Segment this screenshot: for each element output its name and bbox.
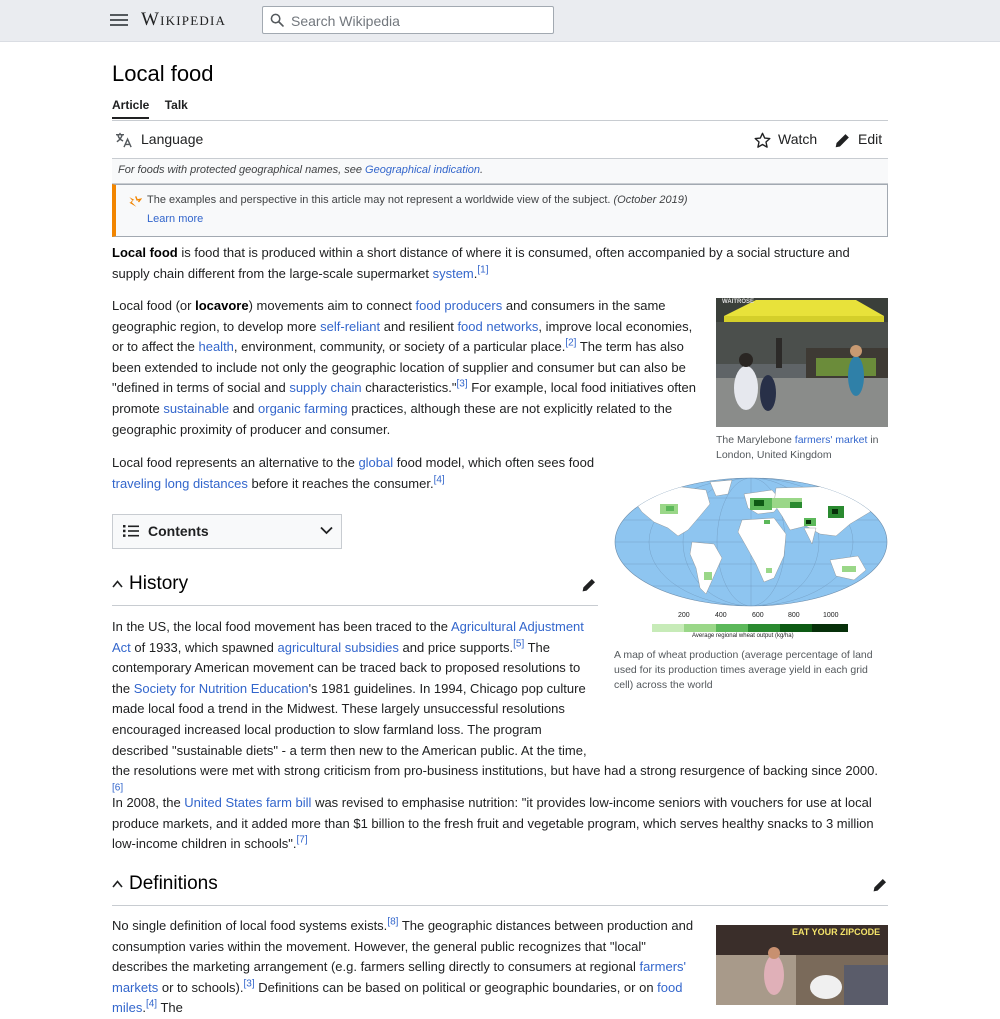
link-society-for-nutrition-education[interactable]: Society for Nutrition Education bbox=[133, 680, 309, 696]
text: . bbox=[142, 1000, 146, 1016]
lead-paragraph-3 bbox=[112, 453, 602, 494]
text: in London, United Kingdom bbox=[716, 434, 879, 461]
text: In 2008, the bbox=[112, 795, 185, 810]
text: The Marylebone bbox=[716, 434, 795, 446]
text: and price supports. bbox=[398, 639, 514, 655]
divider bbox=[112, 905, 888, 906]
wheat-map-caption: A map of wheat production (average percentage of land used for its production times average yield in each grid cell) across the world bbox=[614, 649, 873, 691]
text: 's 1981 guidelines. In 1994, Chicago pop culture made local food a trend in the Midwest. These largely unsuccessful resolutions encouraged increased local production to slow farmland loss. The program described "sustainable diets" - a term then new to the American public. At the time, the resolutions were met with strong criticism from pro-business institutions, but have had a strong resurgence of backing since 2000. bbox=[112, 680, 878, 779]
divider bbox=[112, 605, 598, 606]
market-scene-image bbox=[716, 298, 888, 427]
link-global[interactable]: global bbox=[358, 455, 394, 470]
learn-more-link[interactable]: Learn more bbox=[147, 213, 204, 225]
link-supply-chain[interactable]: supply chain bbox=[289, 380, 362, 396]
text: The term has also been extended to include not only the geographic location of supplier and consumer but can also be "defined in terms of social and bbox=[112, 339, 686, 396]
hamburger-line bbox=[110, 24, 128, 26]
divider bbox=[112, 120, 888, 121]
link-health[interactable]: health bbox=[198, 339, 234, 355]
history-heading-text: History bbox=[129, 573, 189, 594]
notice-message: The examples and perspective in this article may not represent a worldwide view of the subject. bbox=[147, 194, 611, 206]
text: For example, local food initiatives often promote bbox=[112, 380, 696, 416]
text: In the US, the local food movement has been traced to the bbox=[112, 619, 451, 634]
link-food-networks[interactable]: food networks bbox=[457, 318, 539, 334]
link-food-producers[interactable]: food producers bbox=[415, 298, 503, 313]
text: ) movements aim to connect bbox=[248, 298, 416, 313]
contents-label: Contents bbox=[148, 523, 209, 539]
reference-link[interactable]: [6] bbox=[112, 782, 124, 794]
watch-label: Watch bbox=[778, 131, 818, 147]
search-input[interactable] bbox=[289, 10, 548, 32]
definitions-heading bbox=[112, 871, 888, 901]
reference-link[interactable]: [5] bbox=[513, 638, 525, 650]
scale-tick: 800 bbox=[788, 612, 800, 619]
history-paragraph-2 bbox=[112, 793, 888, 855]
shop-sign: WAITROSE bbox=[722, 299, 755, 305]
text: No single definition of local food systems exists. bbox=[112, 918, 388, 933]
text: was revised to emphasise nutrition: "it provides low-income seniors with vouchers for use at local produce markets, and it added more than $1 billion to the fresh fruit and vegetable program, which serves healthy snacks to 3 million low-income children in schools". bbox=[112, 795, 874, 852]
link-traveling-long-distances[interactable]: traveling long distances bbox=[112, 475, 248, 491]
text: is food that is produced within a short distance of where it is consumed, often accompanied by a social structure and supply chain different from the large-scale supermarket bbox=[112, 245, 850, 281]
hamburger-line bbox=[110, 14, 128, 16]
float-spacer bbox=[598, 617, 888, 761]
text: Local food (or bbox=[112, 298, 196, 313]
reference-link[interactable]: [4] bbox=[145, 999, 158, 1011]
collapse-arrow-icon[interactable] bbox=[112, 880, 123, 888]
globalize-notice bbox=[112, 184, 888, 237]
reference-link[interactable]: [2] bbox=[565, 337, 577, 349]
text: practices, although these are not explicitly related to the geographic proximity of producer and consumer. bbox=[112, 400, 673, 437]
pencil-icon bbox=[834, 132, 851, 149]
list-icon bbox=[123, 524, 139, 538]
link-organic-farming[interactable]: organic farming bbox=[258, 400, 348, 416]
zipcode-sign: EAT YOUR ZIPCODE bbox=[792, 927, 881, 937]
definitions-heading-text: Definitions bbox=[129, 873, 218, 894]
reference-link[interactable]: [4] bbox=[433, 474, 445, 486]
star-icon bbox=[754, 132, 771, 149]
hamburger-line bbox=[110, 19, 128, 21]
wikipedia-logo[interactable]: Wikipedia bbox=[141, 9, 227, 30]
top-header bbox=[0, 0, 1000, 42]
hatnote-link[interactable]: Geographical indication bbox=[365, 164, 480, 176]
reference-link[interactable]: [1] bbox=[477, 264, 489, 276]
reference-link[interactable]: [3] bbox=[456, 379, 468, 391]
link-farmers-markets[interactable]: farmers' markets bbox=[112, 959, 687, 995]
link-system[interactable]: system bbox=[432, 265, 474, 281]
page-toolbar bbox=[112, 131, 888, 151]
history-paragraph-1 bbox=[112, 617, 888, 802]
text: and consumers in the same geographic region, to develop more bbox=[112, 298, 666, 334]
scale-tick: 200 bbox=[678, 612, 690, 619]
search-box[interactable] bbox=[262, 6, 554, 34]
text: , improve local economies, or to affect the bbox=[112, 318, 693, 355]
text: food model, which often sees food bbox=[393, 455, 595, 470]
main-menu-button[interactable] bbox=[110, 11, 128, 27]
market-figure bbox=[716, 298, 888, 463]
chevron-down-icon bbox=[320, 526, 333, 535]
link-food-miles[interactable]: food miles bbox=[112, 979, 683, 1016]
tab-article[interactable]: Article bbox=[112, 98, 149, 119]
text: The geographic distances between production and consumption varies within the movement. However, the general public recognizes that "local" describes the marketing arrangement (e.g. farmers selling directly to consumers at regional bbox=[112, 918, 694, 975]
text: characteristics." bbox=[361, 380, 457, 396]
page-title: Local food bbox=[112, 61, 214, 86]
text: and bbox=[229, 400, 259, 416]
notice-text bbox=[147, 194, 688, 206]
warning-icon bbox=[128, 195, 142, 209]
bold-term: locavore bbox=[195, 298, 249, 313]
watch-button[interactable] bbox=[754, 131, 817, 149]
text: or to schools). bbox=[158, 979, 244, 995]
language-icon bbox=[115, 132, 133, 148]
zipcode-figure[interactable] bbox=[716, 925, 888, 1005]
market-photo[interactable] bbox=[716, 298, 888, 427]
hatnote-text: For foods with protected geographical names, see bbox=[118, 164, 366, 176]
text: Definitions can be based on political or geographic boundaries, or on bbox=[254, 979, 658, 995]
link-sustainable[interactable]: sustainable bbox=[163, 400, 230, 416]
link-agricultural-adjustment-act[interactable]: Agricultural Adjustment Act bbox=[112, 619, 584, 655]
eat-your-zipcode-image bbox=[716, 925, 888, 1005]
hatnote bbox=[112, 159, 888, 184]
edit-label: Edit bbox=[858, 131, 883, 147]
text: , environment, community, or society of a particular place. bbox=[233, 339, 566, 355]
scale-tick: 400 bbox=[715, 612, 727, 619]
collapse-arrow-icon[interactable] bbox=[112, 580, 123, 588]
tab-talk[interactable]: Talk bbox=[164, 98, 188, 112]
language-button[interactable] bbox=[115, 131, 203, 148]
lead-paragraph-2 bbox=[112, 296, 702, 440]
contents-toggle[interactable] bbox=[112, 514, 342, 549]
text: . bbox=[473, 265, 478, 281]
text: Local food represents an alternative to the bbox=[112, 455, 359, 470]
history-heading bbox=[112, 571, 598, 601]
link-farmers-market[interactable]: farmers' market bbox=[794, 434, 868, 446]
pencil-icon[interactable] bbox=[872, 877, 888, 893]
hatnote-end: . bbox=[480, 164, 484, 176]
text: before it reaches the consumer. bbox=[247, 475, 434, 491]
namespace-tabs bbox=[112, 98, 200, 119]
scale-tick: 1000 bbox=[823, 612, 839, 619]
link-united-states-farm-bill[interactable]: United States farm bill bbox=[184, 795, 312, 810]
scale-tick: 600 bbox=[752, 612, 764, 619]
text: The bbox=[157, 1000, 183, 1016]
lead-paragraph-1 bbox=[112, 243, 888, 284]
link-self-reliant[interactable]: self-reliant bbox=[320, 318, 381, 334]
definitions-paragraph-1 bbox=[112, 916, 702, 1019]
notice-date: (October 2019) bbox=[613, 194, 688, 206]
text: and resilient bbox=[380, 318, 458, 334]
market-caption bbox=[716, 433, 888, 463]
reference-link[interactable]: [8] bbox=[387, 916, 399, 928]
search-icon bbox=[270, 13, 284, 27]
text: The contemporary American movement can be traced back to proposed resolutions to the bbox=[112, 639, 581, 696]
link-agricultural-subsidies[interactable]: agricultural subsidies bbox=[277, 639, 399, 655]
reference-link[interactable]: [3] bbox=[243, 978, 255, 990]
bold-term: Local food bbox=[112, 245, 178, 260]
text: of 1933, which spawned bbox=[130, 639, 278, 655]
language-label: Language bbox=[141, 131, 204, 147]
pencil-icon[interactable] bbox=[581, 577, 597, 593]
reference-link[interactable]: [7] bbox=[296, 834, 308, 846]
scale-label: Average regional wheat output (kg/ha) bbox=[692, 633, 794, 639]
edit-button[interactable] bbox=[834, 131, 882, 149]
